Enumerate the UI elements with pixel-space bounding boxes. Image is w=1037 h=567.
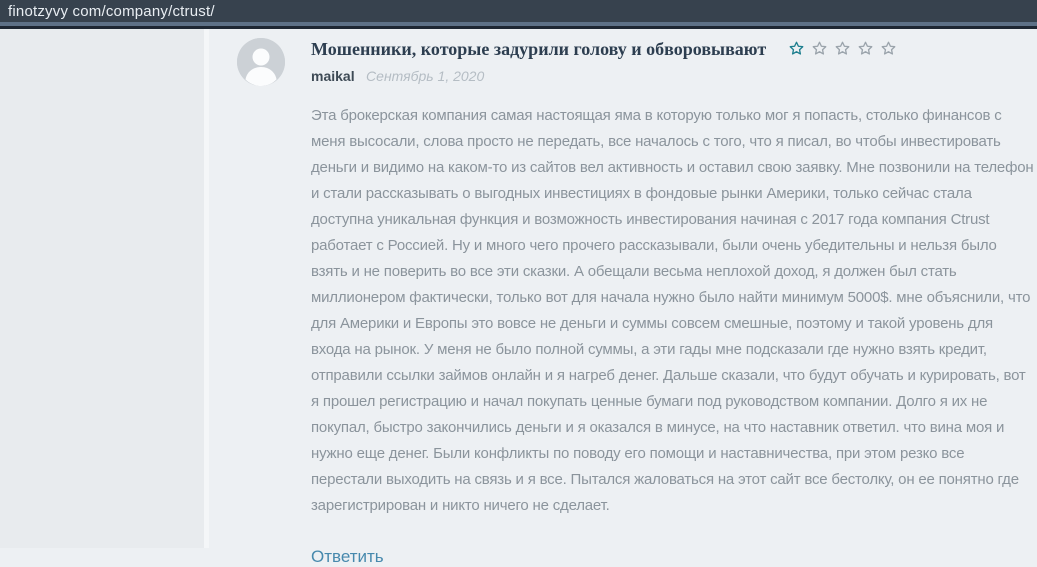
reply-link[interactable]: Ответить [311, 547, 384, 566]
star-icon [857, 40, 874, 62]
review-title: Мошенники, которые задурили голову и обворовывают [311, 39, 767, 59]
star-icon [834, 40, 851, 62]
review-author: maikal [311, 68, 355, 84]
star-icon [788, 40, 805, 62]
avatar [237, 38, 285, 86]
review-head [311, 38, 1035, 62]
url-bar[interactable] [0, 0, 1037, 22]
review-card [209, 29, 1037, 567]
review-body: Эта брокерская компания самая настоящая яма в которую только мог я попасть, столько финансов с меня высосали, слова просто не передать, все началось с того, что я писал, во чтобы инвестировать деньги и видимо на каком-то из сайтов вел активность и оставил свою заявку. Мне позвонили на телефон и стали рассказывать о выгодных инвестициях в фондовые рынки Америки, только сейчас стала доступна уникальная функция и возможность инвестирования начиная с 2017 года компания Ctrust работает с Россией. Ну и много чего прочего рассказывали, были очень убедительны и нельзя было взять и не поверить во все эти сказки. А обещали весьма неплохой доход, я должен был стать миллионером фактически, только вот для начала нужно было найти минимум 5000$. мне объяснили, что для Америки и Европы это вовсе не деньги и суммы совсем смешные, поэтому и такой уровень для входа на рынок. У меня не было полной суммы, а эти гады мне подсказали где нужно взять кредит, отправили ссылки займов онлайн и я нагреб денег. Дальше сказали, что будут обучать и курировать, вот я прошел регистрацию и начал покупать ценные бумаги под руководством компании. Долго я их не покупал, быстро закончились деньги и я оказался в минусе, на что наставник ответил. что вина моя и нужно еще денег. Были конфликты по поводу его помощи и наставничества, при этом резко все перестали выходить на связь и я все. Пытался жаловаться на этот сайт все бестолку, он ее понятно где зарегистрирован и никто ничего не сделает. [311, 107, 1034, 514]
review-section [209, 29, 1037, 566]
rating-stars [788, 40, 897, 62]
left-panel [0, 29, 204, 548]
star-icon [880, 40, 897, 62]
star-icon [811, 40, 828, 62]
content-area [0, 29, 1037, 566]
review-meta [311, 68, 1035, 86]
user-icon [237, 38, 285, 86]
review-date: Сентябрь 1, 2020 [366, 68, 485, 84]
review-content [311, 38, 1035, 567]
url-text: finotzyvy com/company/ctrust/ [8, 2, 215, 20]
